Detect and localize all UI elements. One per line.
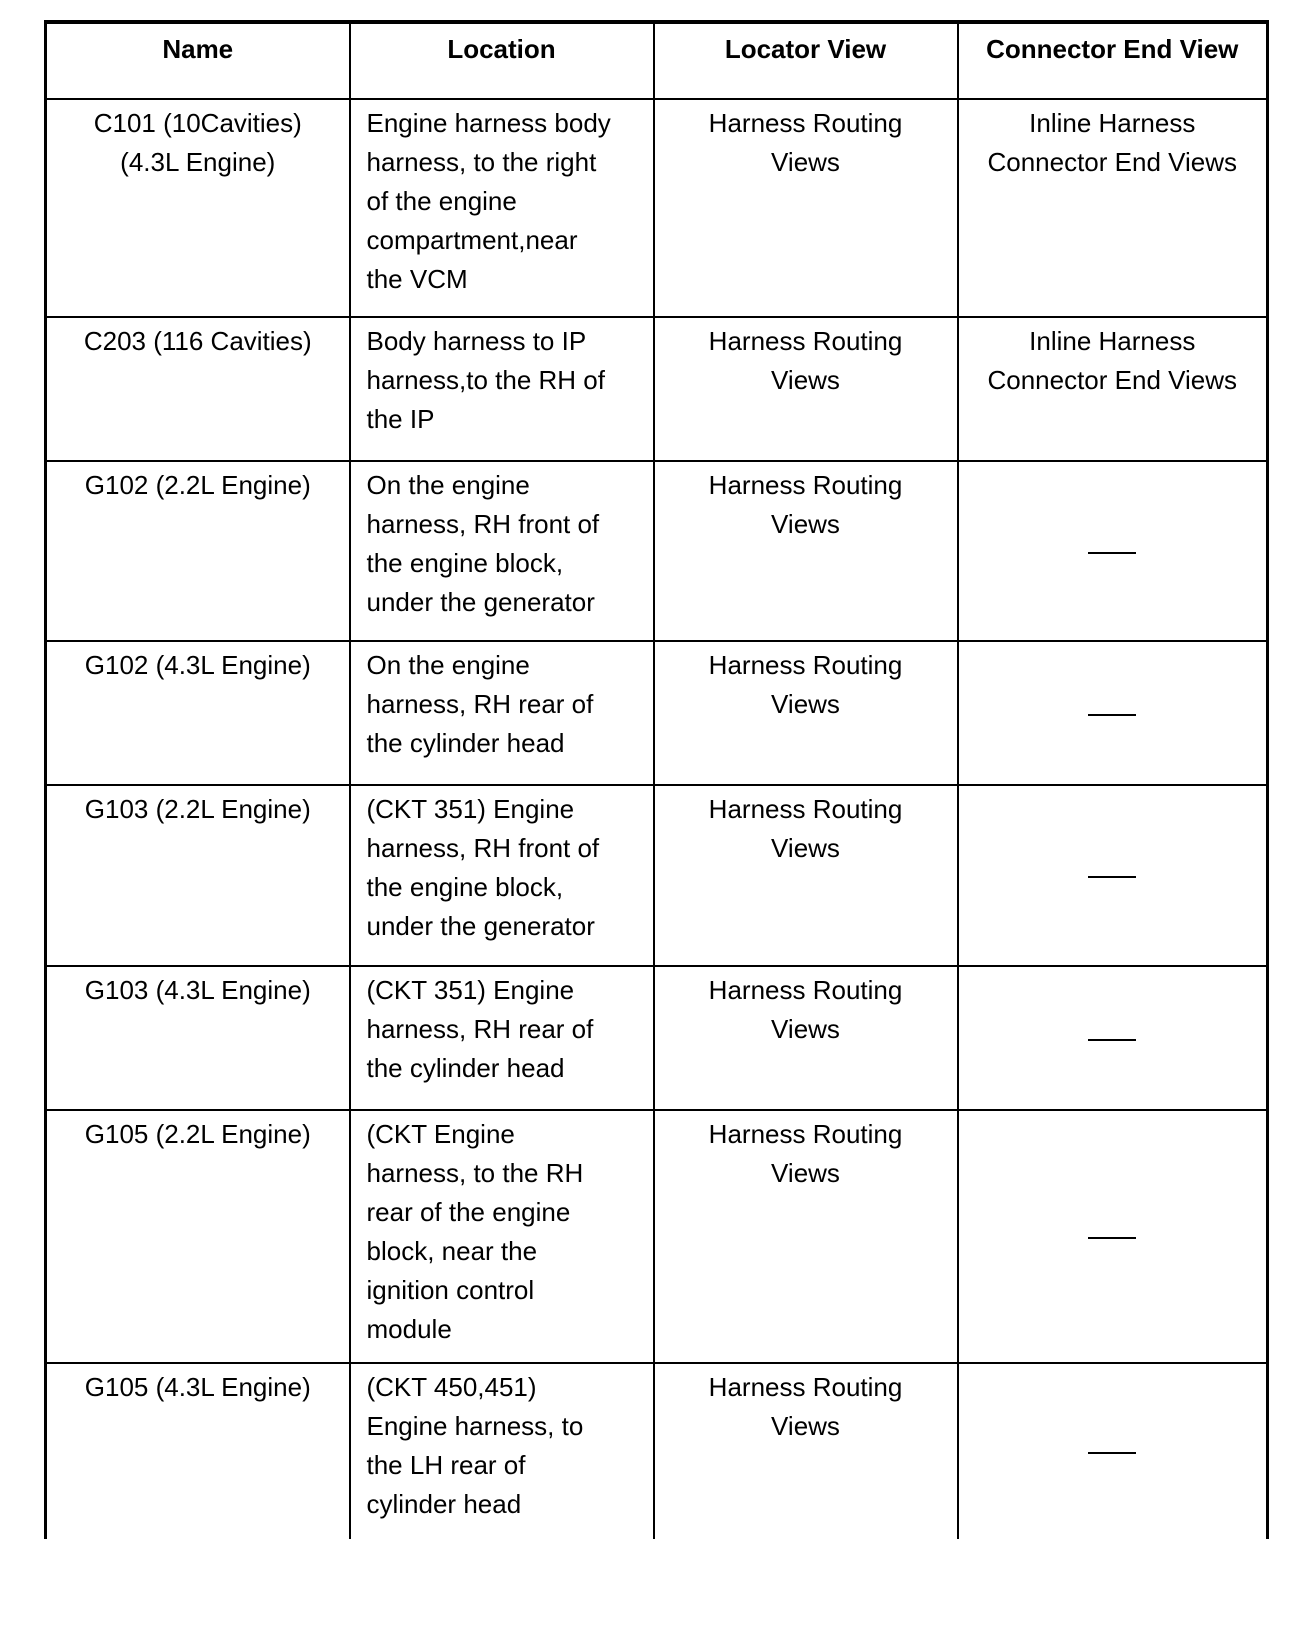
table-row <box>46 966 1268 1110</box>
header-locator-view: Locator View <box>654 22 958 99</box>
row-location: (CKT 351) Engine harness, RH front of the engine block, under the generator <box>350 785 654 966</box>
table-row <box>46 641 1268 785</box>
row-connector-end-view <box>958 785 1268 966</box>
row-connector-end-view <box>958 641 1268 785</box>
row-name: C203 (116 Cavities) <box>46 317 350 461</box>
table-row <box>46 1110 1268 1363</box>
empty-dash-icon <box>1088 714 1136 716</box>
row-connector-end-view <box>958 1110 1268 1363</box>
row-locator-view: Harness Routing Views <box>654 1363 958 1539</box>
row-name: G105 (4.3L Engine) <box>46 1363 350 1539</box>
row-location: (CKT 351) Engine harness, RH rear of the cylinder head <box>350 966 654 1110</box>
row-location: Engine harness body harness, to the right of the engine compartment,near the VCM <box>350 99 654 317</box>
header-name: Name <box>46 22 350 99</box>
document-page <box>44 20 1266 1539</box>
table-header-row <box>46 22 1268 99</box>
row-connector-end-view: Inline Harness Connector End Views <box>958 317 1268 461</box>
row-name: G105 (2.2L Engine) <box>46 1110 350 1363</box>
row-location: On the engine harness, RH rear of the cylinder head <box>350 641 654 785</box>
empty-dash-icon <box>1088 1237 1136 1239</box>
table-row <box>46 785 1268 966</box>
row-name: G102 (2.2L Engine) <box>46 461 350 641</box>
table-row <box>46 1363 1268 1539</box>
row-connector-end-view <box>958 1363 1268 1539</box>
row-locator-view: Harness Routing Views <box>654 99 958 317</box>
row-name: G102 (4.3L Engine) <box>46 641 350 785</box>
row-location: (CKT Engine harness, to the RH rear of the engine block, near the ignition control module <box>350 1110 654 1363</box>
row-locator-view: Harness Routing Views <box>654 1110 958 1363</box>
row-location: (CKT 450,451) Engine harness, to the LH rear of cylinder head <box>350 1363 654 1539</box>
empty-dash-icon <box>1088 1452 1136 1454</box>
row-connector-end-view <box>958 966 1268 1110</box>
empty-dash-icon <box>1088 876 1136 878</box>
row-connector-end-view <box>958 461 1268 641</box>
empty-dash-icon <box>1088 1039 1136 1041</box>
row-locator-view: Harness Routing Views <box>654 785 958 966</box>
row-name: G103 (2.2L Engine) <box>46 785 350 966</box>
table-row <box>46 461 1268 641</box>
row-location: On the engine harness, RH front of the engine block, under the generator <box>350 461 654 641</box>
row-locator-view: Harness Routing Views <box>654 317 958 461</box>
row-name: G103 (4.3L Engine) <box>46 966 350 1110</box>
row-locator-view: Harness Routing Views <box>654 461 958 641</box>
row-locator-view: Harness Routing Views <box>654 641 958 785</box>
row-locator-view: Harness Routing Views <box>654 966 958 1110</box>
table-row <box>46 317 1268 461</box>
row-name: C101 (10Cavities) (4.3L Engine) <box>46 99 350 317</box>
row-connector-end-view: Inline Harness Connector End Views <box>958 99 1268 317</box>
harness-component-table <box>44 20 1269 1539</box>
header-connector-end-view: Connector End View <box>958 22 1268 99</box>
empty-dash-icon <box>1088 552 1136 554</box>
header-location: Location <box>350 22 654 99</box>
row-location: Body harness to IP harness,to the RH of the IP <box>350 317 654 461</box>
table-row <box>46 99 1268 317</box>
